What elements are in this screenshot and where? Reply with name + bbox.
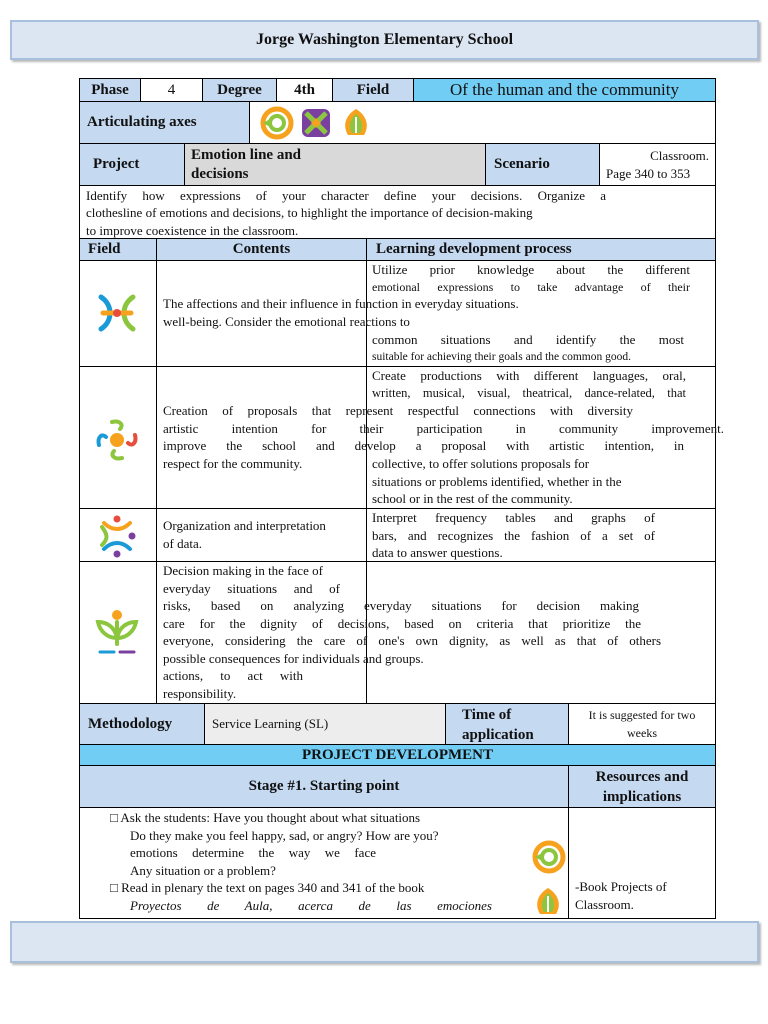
contents-column-header: Contents	[156, 238, 367, 261]
field-icon-cell	[79, 260, 157, 367]
process-line: written, musical, visual, theatrical, dance-related, that	[372, 385, 686, 400]
process-column-header: Learning development process	[366, 238, 716, 261]
footer-band	[10, 921, 759, 963]
contents-line: risks, based on analyzing everyday situations for decision making	[163, 598, 639, 613]
scenario-label: Scenario	[485, 143, 600, 186]
process-line: Utilize prior knowledge about the different	[372, 262, 690, 277]
activity-line: Do they make you feel happy, sad, or angry? How are you?	[130, 827, 439, 843]
healthy-life-icon	[530, 884, 566, 919]
contents-line: Organization and interpretation	[163, 518, 326, 533]
checkbox-icon: □	[110, 810, 118, 825]
description-line: clothesline of emotions and decisions, to highlight the importance of decision-making	[86, 205, 533, 221]
time-label	[445, 703, 569, 745]
contents-text	[163, 517, 326, 552]
process-line: emotional expressions to take advantage of their	[372, 279, 690, 294]
process-line: collective, to offer solutions proposals for	[372, 456, 590, 471]
phase-label: Phase	[79, 78, 141, 102]
resources-cell	[568, 807, 716, 919]
contents-line: Creation of proposals that represent respectful connections with diversity	[163, 403, 633, 418]
process-text	[372, 455, 621, 508]
project-value-line: decisions	[191, 166, 249, 182]
contents-line: care for the dignity of decisions, based on criteria that prioritize the	[163, 615, 641, 631]
methodology-label: Methodology	[79, 703, 205, 745]
process-text	[372, 367, 686, 402]
inclusion-icon	[260, 106, 294, 140]
process-line: Create productions with different languages, oral,	[372, 368, 686, 383]
activity-continuation	[130, 827, 439, 880]
description-line: Identify how expressions of your character define your decisions. Organize a	[86, 188, 606, 203]
healthy-life-icon	[338, 105, 374, 141]
resource-text	[575, 878, 667, 913]
process-line: school or in the rest of the community.	[372, 491, 573, 506]
time-value-line: It is suggested for two	[588, 708, 696, 722]
critical-thinking-icon	[298, 105, 334, 141]
process-line: bars, and recognizes the fashion of a set of	[372, 527, 655, 543]
project-value	[184, 143, 486, 186]
activity-item	[110, 879, 424, 897]
resource-line: -Book Projects of	[575, 879, 667, 894]
resources-header-line: Resources and	[595, 769, 689, 785]
time-label-line: application	[462, 727, 534, 743]
contents-line: of data.	[163, 535, 202, 551]
field-icon-cell	[79, 561, 157, 704]
stage-activities	[79, 807, 569, 919]
scenario-value-line: Classroom.	[650, 148, 709, 163]
time-value-line: weeks	[627, 726, 657, 740]
school-name: Jorge Washington Elementary School	[255, 31, 514, 48]
contents-line: possible consequences for individuals and groups.	[163, 650, 424, 666]
description-line: to improve coexistence in the classroom.	[86, 222, 299, 238]
activity-item	[110, 809, 420, 827]
process-line: situations or problems identified, whether in the	[372, 473, 622, 489]
field-value: Of the human and the community	[413, 78, 716, 102]
contents-line: artistic intention for their participation in community improvement.	[163, 420, 724, 436]
contents-line: improve the school and develop a proposal with artistic intention, in	[163, 438, 684, 453]
process-text	[372, 261, 690, 296]
contents-line: everyone, considering the care of one's own dignity, as well as that of others	[163, 633, 661, 648]
process-line: common situations and identify the most	[372, 332, 684, 347]
contents-line: actions, to act with	[163, 668, 303, 683]
contents-line: respect for the community.	[163, 455, 303, 471]
contents-line: The affections and their influence in function in everyday situations.	[163, 296, 519, 311]
axes-icons	[249, 101, 716, 144]
human-community-field-icon	[95, 291, 139, 335]
activity-line: Read in plenary the text on pages 340 and 341 of the book	[121, 880, 425, 895]
time-label-line: Time of	[462, 707, 512, 723]
activity-line: Any situation or a problem?	[130, 862, 276, 878]
time-value	[568, 703, 716, 745]
process-text	[372, 331, 684, 366]
contents-line: everyday situations and of	[163, 580, 340, 596]
field-icon-cell	[79, 366, 157, 509]
languages-field-icon	[94, 417, 140, 463]
scenario-value	[599, 143, 716, 186]
field-column-header: Field	[79, 238, 157, 261]
resources-header	[568, 765, 716, 808]
process-line: suitable for achieving their goals and the common good.	[372, 350, 632, 363]
process-line: data to answer questions.	[372, 545, 503, 560]
degree-value: 4th	[276, 78, 333, 102]
inclusion-icon	[532, 840, 566, 874]
axes-label: Articulating axes	[79, 101, 250, 144]
activity-line: Ask the students: Have you thought about what situations	[120, 810, 421, 825]
resources-header-line: implications	[602, 789, 682, 805]
contents-text	[163, 295, 519, 330]
contents-line: Decision making in the face of	[163, 563, 323, 578]
checkbox-icon: □	[110, 880, 118, 895]
contents-line: well-being. Consider the emotional reactions to	[163, 313, 410, 329]
project-label: Project	[79, 143, 185, 186]
ethics-field-icon	[94, 608, 140, 658]
project-value-line: Emotion line and	[191, 147, 302, 163]
contents-text	[163, 562, 661, 702]
field-icon-cell	[79, 508, 157, 562]
school-header	[10, 20, 759, 60]
activity-line: Proyectos de Aula, acerca de las emociones	[130, 898, 492, 913]
project-description	[79, 185, 716, 239]
knowledge-field-icon	[94, 513, 140, 559]
phase-value: 4	[140, 78, 203, 102]
contents-line: responsibility.	[163, 685, 237, 701]
activity-continuation	[130, 897, 492, 915]
methodology-value: Service Learning (SL)	[204, 703, 446, 745]
stage-title: Stage #1. Starting point	[79, 765, 569, 808]
scenario-value-line: Page 340 to 353	[606, 166, 691, 181]
project-development-title: PROJECT DEVELOPMENT	[79, 744, 716, 766]
resource-line: Classroom.	[575, 896, 634, 912]
degree-label: Degree	[202, 78, 277, 102]
field-label: Field	[332, 78, 414, 102]
process-line: Interpret frequency tables and graphs of	[372, 510, 655, 525]
activity-line: emotions determine the way we face	[130, 845, 376, 860]
process-text	[372, 509, 655, 562]
